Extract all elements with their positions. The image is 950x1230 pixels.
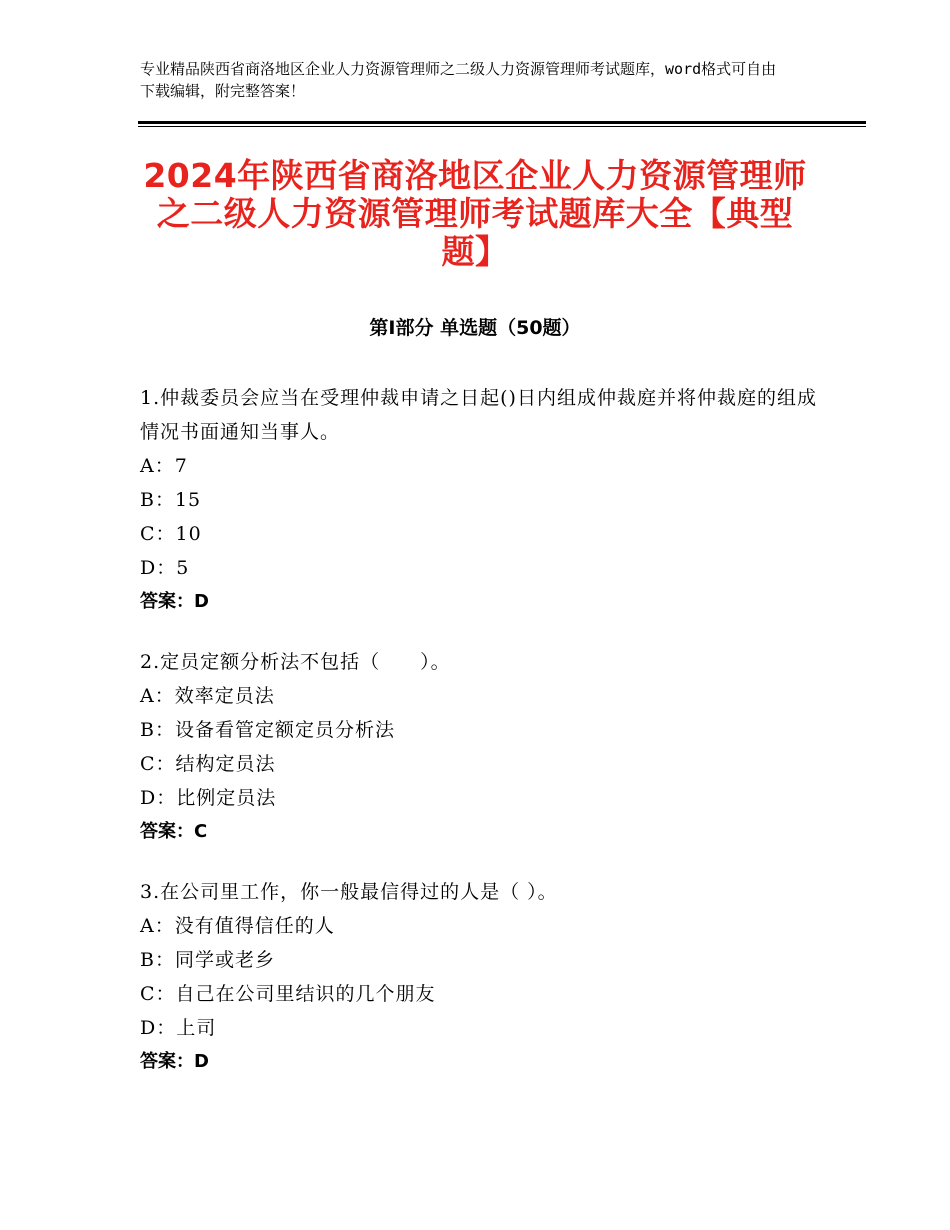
option-b: B：设备看管定额定员分析法 xyxy=(140,719,395,741)
question-stem: 2.定员定额分析法不包括（ ）。 xyxy=(140,651,451,673)
option-a: A：没有值得信任的人 xyxy=(140,915,335,937)
header-rule-thick xyxy=(138,121,866,124)
section-heading: 第Ⅰ部分 单选题（50题） xyxy=(369,317,581,339)
header-note: 专业精品陕西省商洛地区企业人力资源管理师之二级人力资源管理师考试题库，word格式可自由下载编辑，附完整答案！ xyxy=(140,60,777,100)
header-rule-thin xyxy=(138,126,866,127)
option-d: D：上司 xyxy=(140,1017,217,1039)
question-stem: 1.仲裁委员会应当在受理仲裁申请之日起()日内组成仲裁庭并将仲裁庭的组成情况书面通知当事人。 xyxy=(140,387,817,443)
option-c: C：10 xyxy=(140,523,202,545)
question-stem: 3.在公司里工作，你一般最信得过的人是（ ）。 xyxy=(140,881,558,903)
option-c: C：结构定员法 xyxy=(140,753,276,775)
question-item xyxy=(140,381,820,619)
question-item xyxy=(140,645,820,849)
question-item xyxy=(140,875,820,1079)
option-a: A：7 xyxy=(140,455,188,477)
answer-line: 答案：D xyxy=(140,591,209,612)
option-d: D：比例定员法 xyxy=(140,787,277,809)
option-a: A：效率定员法 xyxy=(140,685,275,707)
option-d: D：5 xyxy=(140,557,190,579)
option-b: B：同学或老乡 xyxy=(140,949,275,971)
answer-line: 答案：D xyxy=(140,1051,209,1072)
option-b: B：15 xyxy=(140,489,202,511)
question-list xyxy=(140,381,820,1105)
option-c: C：自己在公司里结识的几个朋友 xyxy=(140,983,436,1005)
answer-line: 答案：C xyxy=(140,821,208,842)
document-title: 2024年陕西省商洛地区企业人力资源管理师之二级人力资源管理师考试题库大全【典型题】 xyxy=(143,156,807,271)
